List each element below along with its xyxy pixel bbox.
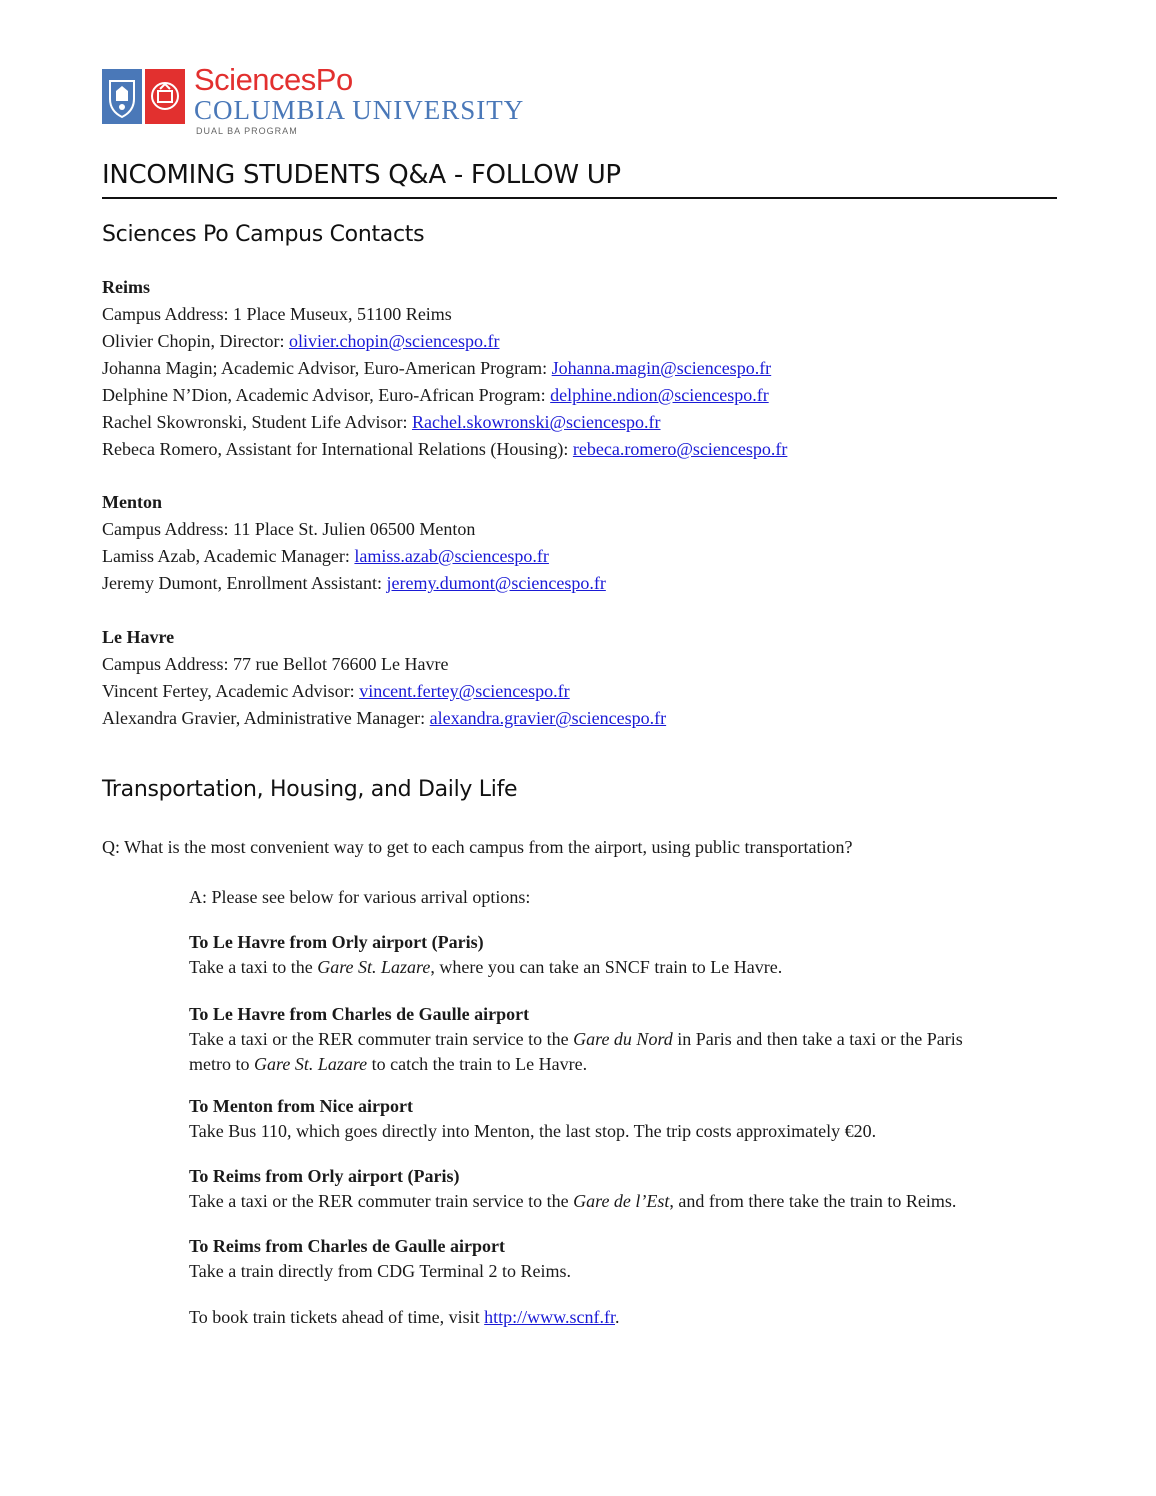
route-title: To Le Havre from Orly airport (Paris) xyxy=(189,932,484,952)
station-name: Gare du Nord xyxy=(573,1029,673,1049)
route-text: to catch the train to Le Havre. xyxy=(367,1054,588,1074)
contact-line xyxy=(102,678,666,705)
route-desc xyxy=(189,1052,963,1077)
route-desc: Take Bus 110, which goes directly into Menton, the last stop. The trip costs approximately €20. xyxy=(189,1121,877,1141)
email-link[interactable]: Rachel.skowronski@sciencespo.fr xyxy=(411,412,661,432)
logo-sciencespo-text: SciencesPo xyxy=(194,62,353,97)
booking-end: . xyxy=(615,1307,620,1327)
lehavre-section xyxy=(102,624,666,732)
logo-program-text: DUAL BA PROGRAM xyxy=(196,126,298,136)
contact-label: Lamiss Azab, Academic Manager: xyxy=(102,546,355,566)
lehavre-address: Campus Address: 77 rue Bellot 76600 Le Havre xyxy=(102,654,449,674)
route-block xyxy=(189,1094,876,1144)
route-text: , where you can take an SNCF train to Le Havre. xyxy=(430,957,783,977)
email-link[interactable]: vincent.fertey@sciencespo.fr xyxy=(359,681,570,701)
route-desc xyxy=(189,1027,963,1052)
menton-section xyxy=(102,489,606,597)
route-text: Take a taxi to the xyxy=(189,957,318,977)
route-text: , and from there take the train to Reims. xyxy=(669,1191,957,1211)
email-link[interactable]: jeremy.dumont@sciencespo.fr xyxy=(386,573,606,593)
booking-line xyxy=(189,1304,620,1331)
title-divider xyxy=(102,197,1057,199)
email-link[interactable]: lamiss.azab@sciencespo.fr xyxy=(354,546,549,566)
answer-intro: A: Please see below for various arrival options: xyxy=(189,887,531,907)
contact-line xyxy=(102,382,787,409)
contact-label: Rachel Skowronski, Student Life Advisor: xyxy=(102,412,412,432)
logo-columbia-text: COLUMBIA UNIVERSITY xyxy=(194,95,525,125)
columbia-crest-icon xyxy=(102,69,142,124)
lehavre-name: Le Havre xyxy=(102,627,175,647)
route-block xyxy=(189,1002,963,1077)
contact-line xyxy=(102,409,787,436)
menton-address: Campus Address: 11 Place St. Julien 06500 Menton xyxy=(102,519,476,539)
route-title: To Menton from Nice airport xyxy=(189,1096,413,1116)
route-text: Take a taxi or the RER commuter train service to the xyxy=(189,1191,574,1211)
question-text: Q: What is the most convenient way to get to each campus from the airport, using public transportation? xyxy=(102,837,853,857)
contacts-heading: Sciences Po Campus Contacts xyxy=(102,222,425,247)
station-name: Gare St. Lazare xyxy=(254,1054,368,1074)
page-title: INCOMING STUDENTS Q&A - FOLLOW UP xyxy=(102,160,621,190)
email-link[interactable]: olivier.chopin@sciencespo.fr xyxy=(288,331,500,351)
station-name: Gare St. Lazare xyxy=(317,957,431,977)
sciencespo-columbia-logo xyxy=(102,62,542,140)
contact-line xyxy=(102,705,666,732)
booking-text: To book train tickets ahead of time, visit xyxy=(189,1307,485,1327)
route-title: To Le Havre from Charles de Gaulle airport xyxy=(189,1004,530,1024)
route-desc: Take a train directly from CDG Terminal 2 to Reims. xyxy=(189,1261,572,1281)
route-block xyxy=(189,1234,571,1284)
contact-label: Delphine N’Dion, Academic Advisor, Euro-African Program: xyxy=(102,385,551,405)
route-text: metro to xyxy=(189,1054,254,1074)
route-text: in Paris and then take a taxi or the Paris xyxy=(672,1029,963,1049)
sciencespo-emblem-icon xyxy=(145,69,185,124)
route-desc xyxy=(189,1189,956,1214)
route-block xyxy=(189,930,782,980)
email-link[interactable]: rebeca.romero@sciencespo.fr xyxy=(572,439,788,459)
contact-line xyxy=(102,355,787,382)
contact-label: Johanna Magin; Academic Advisor, Euro-American Program: xyxy=(102,358,552,378)
contact-line xyxy=(102,436,787,463)
email-link[interactable]: delphine.ndion@sciencespo.fr xyxy=(550,385,769,405)
contact-label: Vincent Fertey, Academic Advisor: xyxy=(102,681,360,701)
reims-address: Campus Address: 1 Place Museux, 51100 Reims xyxy=(102,304,452,324)
transport-heading: Transportation, Housing, and Daily Life xyxy=(102,777,518,802)
email-link[interactable]: alexandra.gravier@sciencespo.fr xyxy=(429,708,667,728)
email-link[interactable]: Johanna.magin@sciencespo.fr xyxy=(551,358,772,378)
contact-label: Jeremy Dumont, Enrollment Assistant: xyxy=(102,573,387,593)
sncf-link[interactable]: http://www.scnf.fr xyxy=(484,1307,615,1327)
reims-name: Reims xyxy=(102,277,150,297)
route-desc xyxy=(189,955,782,980)
route-title: To Reims from Charles de Gaulle airport xyxy=(189,1236,505,1256)
contact-line xyxy=(102,543,606,570)
contact-label: Olivier Chopin, Director: xyxy=(102,331,289,351)
reims-section xyxy=(102,274,787,463)
contact-line xyxy=(102,570,606,597)
menton-name: Menton xyxy=(102,492,162,512)
contact-label: Rebeca Romero, Assistant for International Relations (Housing): xyxy=(102,439,573,459)
route-title: To Reims from Orly airport (Paris) xyxy=(189,1166,460,1186)
contact-line xyxy=(102,328,787,355)
route-block xyxy=(189,1164,956,1214)
contact-label: Alexandra Gravier, Administrative Manager: xyxy=(102,708,430,728)
station-name: Gare de l’Est xyxy=(573,1191,670,1211)
route-text: Take a taxi or the RER commuter train service to the xyxy=(189,1029,574,1049)
